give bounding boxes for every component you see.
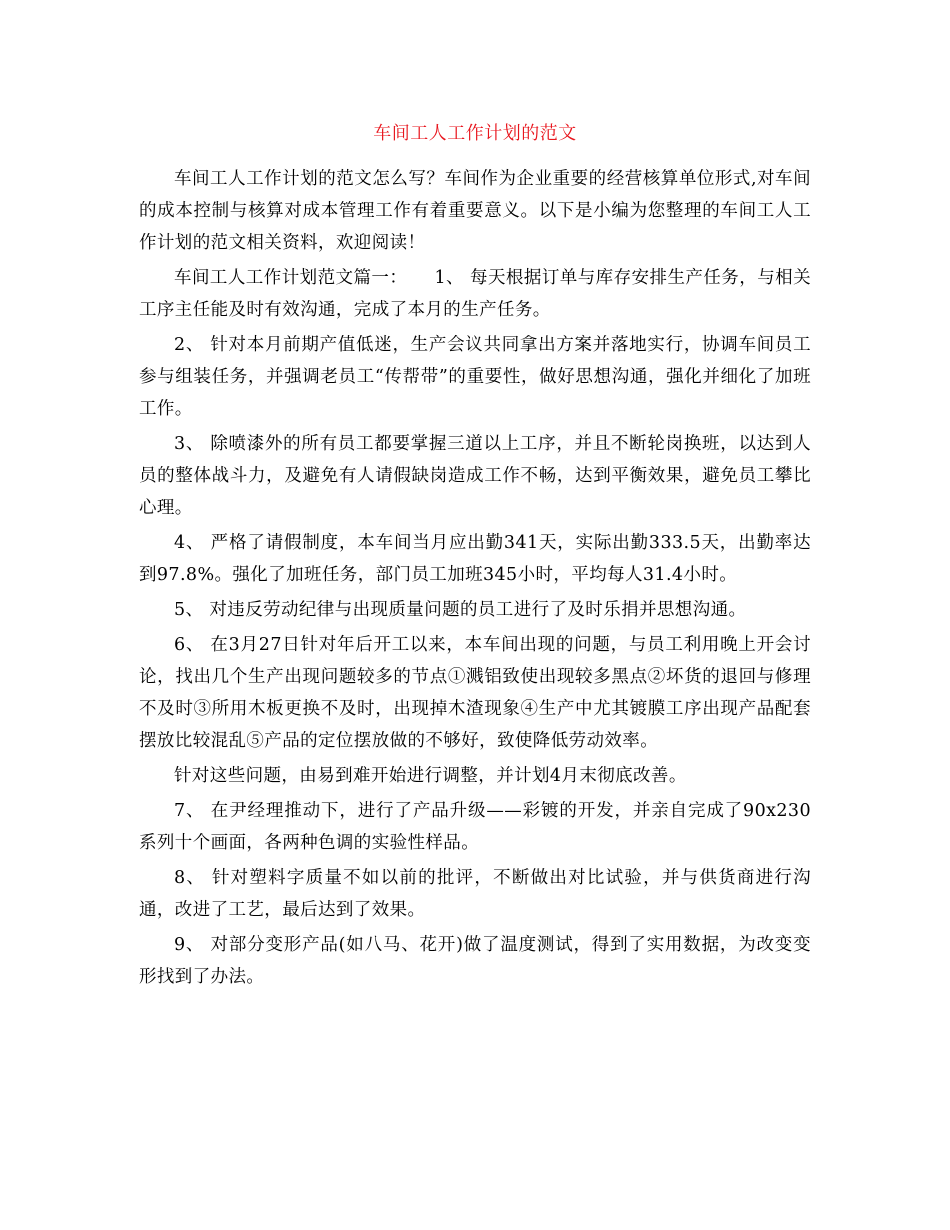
paragraph-item-5: 5、 对违反劳动纪律与出现质量问题的员工进行了及时乐捐并思想沟通。	[174, 600, 747, 620]
paragraph-item-2: 2、 针对本月前期产值低迷，生产会议共同拿出方案并落地实行，协调车间员工参与组装任务，并强调老员工“传帮带”的重要性，做好思想沟通，强化并细化了加班工作。	[139, 335, 811, 419]
document-title: 车间工人工作计划的范文	[373, 123, 577, 144]
paragraph-followup: 针对这些问题，由易到难开始进行调整，并计划4月末彻底改善。	[174, 766, 687, 786]
document-body	[139, 163, 811, 993]
paragraph-item-6: 6、 在3月27日针对年后开工以来，本车间出现的问题，与员工利用晚上开会讨论，找出几个生产出现问题较多的节点①溅铝致使出现较多黑点②坏货的退回与修理不及时③所用木板更换不及时，出现掉木渣现象④生产中尤其镀膜工序出现产品配套摆放比较混乱⑤产品的定位摆放做的不够好，致使降低劳动效率。	[139, 635, 811, 751]
paragraph-item-8: 8、 针对塑料字质量不如以前的批评，不断做出对比试验，并与供货商进行沟通，改进了工艺，最后达到了效果。	[139, 868, 811, 920]
paragraph-intro: 车间工人工作计划的范文怎么写？车间作为企业重要的经营核算单位形式,对车间的成本控制与核算对成本管理工作有着重要意义。以下是小编为您整理的车间工人工作计划的范文相关资料，欢迎阅读！	[139, 169, 811, 253]
paragraph-item-4: 4、 严格了请假制度，本车间当月应出勤341天，实际出勤333.5天，出勤率达到97.8%。强化了加班任务，部门员工加班345小时，平均每人31.4小时。	[139, 533, 811, 585]
paragraph-item-9: 9、 对部分变形产品(如八马、花开)做了温度测试，得到了实用数据，为改变变形找到了办法。	[139, 935, 811, 987]
paragraph-item-1: 车间工人工作计划范文篇一： 1、 每天根据订单与库存安排生产任务，与相关工序主任能及时有效沟通，完成了本月的生产任务。	[139, 268, 811, 320]
paragraph-item-3: 3、 除喷漆外的所有员工都要掌握三道以上工序，并且不断轮岗换班，以达到人员的整体战斗力，及避免有人请假缺岗造成工作不畅，达到平衡效果，避免员工攀比心理。	[139, 434, 811, 518]
paragraph-item-7: 7、 在尹经理推动下，进行了产品升级——彩镀的开发，并亲自完成了90x230系列十个画面，各两种色调的实验性样品。	[139, 801, 811, 853]
